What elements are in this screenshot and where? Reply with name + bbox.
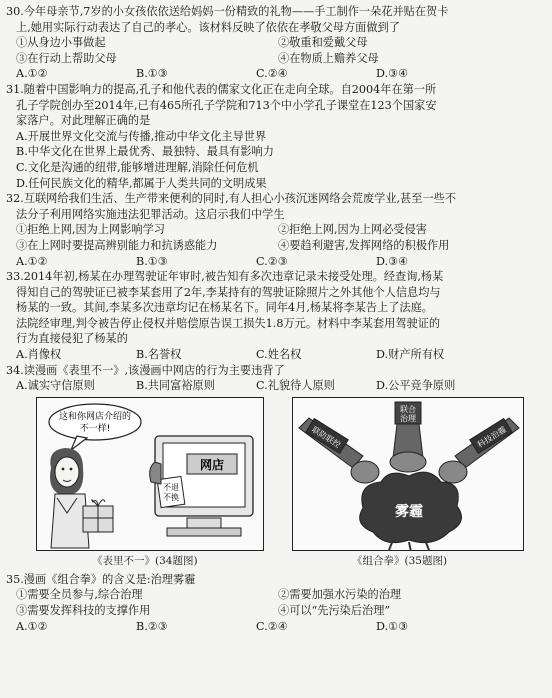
question-32-statements-row (6, 238, 546, 254)
question-33-stem-line: 法院经审理,判令被告停止侵权并赔偿原告误工损失1.8万元。材料中李某套用驾驶证的 (16, 316, 441, 330)
question-35-statements-row (6, 603, 546, 619)
question-34 (6, 363, 546, 394)
statement: ④可以“先污染后治理” (278, 604, 391, 618)
statement: ④要趋利避害,发挥网络的积极作用 (278, 238, 450, 252)
statement: ④在物质上赡养父母 (278, 51, 379, 65)
choice-c: C.礼貌待人原则 (256, 379, 335, 393)
question-34-stem-line: 34.读漫画《表里不一》,该漫画中网店的行为主要违背了 (6, 363, 285, 377)
question-30-stem-line: 上,她用实际行动表达了自己的孝心。该材料反映了依依在孝敬父母方面做到了 (16, 20, 400, 34)
fist-top (390, 402, 426, 472)
cartoon-figures (6, 397, 546, 572)
fist-right (439, 418, 519, 483)
badge-right: 科技治霾 (475, 424, 508, 450)
choice-c: C.②④ (256, 619, 288, 633)
statement: ②拒绝上网,因为上网必受侵害 (278, 223, 427, 237)
question-33-stem-line: 得知自己的驾驶证已被李某套用了2年,李某持有的驾驶证除照片之外其他个人信息均与 (16, 285, 441, 299)
question-32-stem-line: 32.互联网给我们生活、生产带来便利的同时,有人担心小孩沉迷网络会荒废学业,甚至一些不 (6, 192, 457, 206)
choice-a: A.①② (16, 619, 48, 633)
statement: ③需要发挥科技的支撑作用 (16, 604, 151, 618)
cartoon-combo-punch-illustration (293, 398, 524, 551)
question-35-statements-row (6, 587, 546, 603)
choice-a: A.开展世界文化交流与传播,推动中华文化主导世界 (16, 129, 267, 143)
choice-a: A.①② (16, 67, 48, 81)
choice-d: D.③④ (376, 254, 409, 268)
question-30-statements-row (6, 35, 546, 51)
choice-c: C.②③ (256, 254, 288, 268)
bubble-text-line2: 不一样! (79, 423, 111, 434)
smog-cloud (360, 472, 462, 551)
choice-d: D.③④ (376, 67, 409, 81)
question-32-statements-row (6, 222, 546, 238)
question-31-stem-line: 孔子学院创办至2014年,已有465所孔子学院和713个中小学孔子课堂在123个国家安 (16, 98, 437, 112)
badge-top-line2: 治理 (400, 413, 416, 423)
question-33-choices (6, 347, 546, 363)
statement: ③在行动上帮助父母 (16, 51, 117, 65)
question-32-stem-line: 法分子利用网络实施违法犯罪活动。这启示我们中学生 (16, 207, 285, 221)
choice-b: B.中华文化在世界上最优秀、最独特、最具有影响力 (16, 145, 274, 159)
statement: ①从身边小事做起 (16, 36, 106, 50)
badge-top-line1: 联合 (400, 404, 416, 414)
question-33-stem-line: 杨某的一致。其间,李某多次违章均记在杨某名下。同年4月,杨某将李某告上了法庭。 (16, 301, 433, 315)
choice-b: B.②③ (136, 619, 168, 633)
card-text-line1: 不退 (163, 482, 179, 492)
question-30-choices (6, 66, 546, 82)
cloud-label: 雾霾 (395, 503, 423, 520)
question-32-choices (6, 254, 546, 270)
choice-a: A.肖像权 (16, 348, 62, 362)
question-31-stem-line: 家落户。对此理解正确的是 (16, 114, 151, 128)
question-33-stem-line: 行为直接侵犯了杨某的 (16, 332, 128, 346)
screen-label: 网店 (199, 457, 225, 472)
cartoon-combo-punch (292, 397, 524, 551)
choice-b: B.名誉权 (136, 348, 182, 362)
choice-a: A.①② (16, 254, 48, 268)
question-35-choices (6, 619, 546, 635)
woman-figure (50, 448, 89, 548)
question-31-stem-line: 31.随着中国影响力的提高,孔子和他代表的儒家文化正在走向全球。自2004年在第一所 (6, 82, 437, 96)
choice-a: A.诚实守信原则 (16, 379, 95, 393)
question-31 (6, 82, 546, 191)
question-30 (6, 4, 546, 82)
cartoon-mismatch-illustration (37, 398, 264, 551)
choice-b: B.①③ (136, 254, 168, 268)
cartoon-mismatch (36, 397, 264, 551)
choice-b: B.①③ (136, 67, 168, 81)
choice-d: D.财产所有权 (376, 348, 445, 362)
question-35-stem-line: 35.漫画《组合拳》的含义是:治理雾霾 (6, 572, 196, 586)
bubble-text-line1: 这和你网店介绍的 (58, 411, 132, 422)
statement: ①拒绝上网,因为上网影响学习 (16, 223, 165, 237)
question-33 (6, 269, 546, 363)
choice-c: C.姓名权 (256, 348, 302, 362)
choice-d: D.公平竞争原则 (376, 379, 456, 393)
fist-left (299, 418, 379, 483)
choice-d: D.①③ (376, 619, 409, 633)
question-30-stem-line: 30.今年母亲节,7岁的小女孩依依送给妈妈一份精致的礼物——手工制作一朵花并贴在贺卡 (6, 5, 449, 18)
choice-c: C.文化是沟通的纽带,能够增进理解,消除任何危机 (16, 160, 259, 174)
choice-b: B.共同富裕原则 (136, 379, 215, 393)
question-30-statements-row (6, 51, 546, 67)
question-32 (6, 191, 546, 269)
gift-box (83, 500, 113, 532)
cartoon-combo-punch-caption: 《组合拳》(35题图) (352, 554, 448, 567)
cartoon-mismatch-caption: 《表里不一》(34题图) (92, 554, 198, 567)
statement: ②敬重和爱戴父母 (278, 36, 368, 50)
question-35 (6, 572, 546, 634)
choice-c: C.②④ (256, 67, 288, 81)
question-34-choices (6, 378, 546, 394)
statement: ③在上网时要提高辨别能力和抗诱惑能力 (16, 238, 218, 252)
exam-page (6, 4, 546, 634)
statement: ①需要全员参与,综合治理 (16, 588, 143, 602)
question-33-stem-line: 33.2014年初,杨某在办理驾驶证年审时,被告知有多次违章记录未接受处理。经查询,杨某 (6, 270, 444, 284)
badge-left: 联防联控 (310, 424, 343, 450)
card-text-line2: 不换 (163, 492, 179, 502)
statement: ②需要加强水污染的治理 (278, 588, 402, 602)
choice-d: D.任何民族文化的精华,都属于人类共同的文明成果 (16, 176, 267, 190)
